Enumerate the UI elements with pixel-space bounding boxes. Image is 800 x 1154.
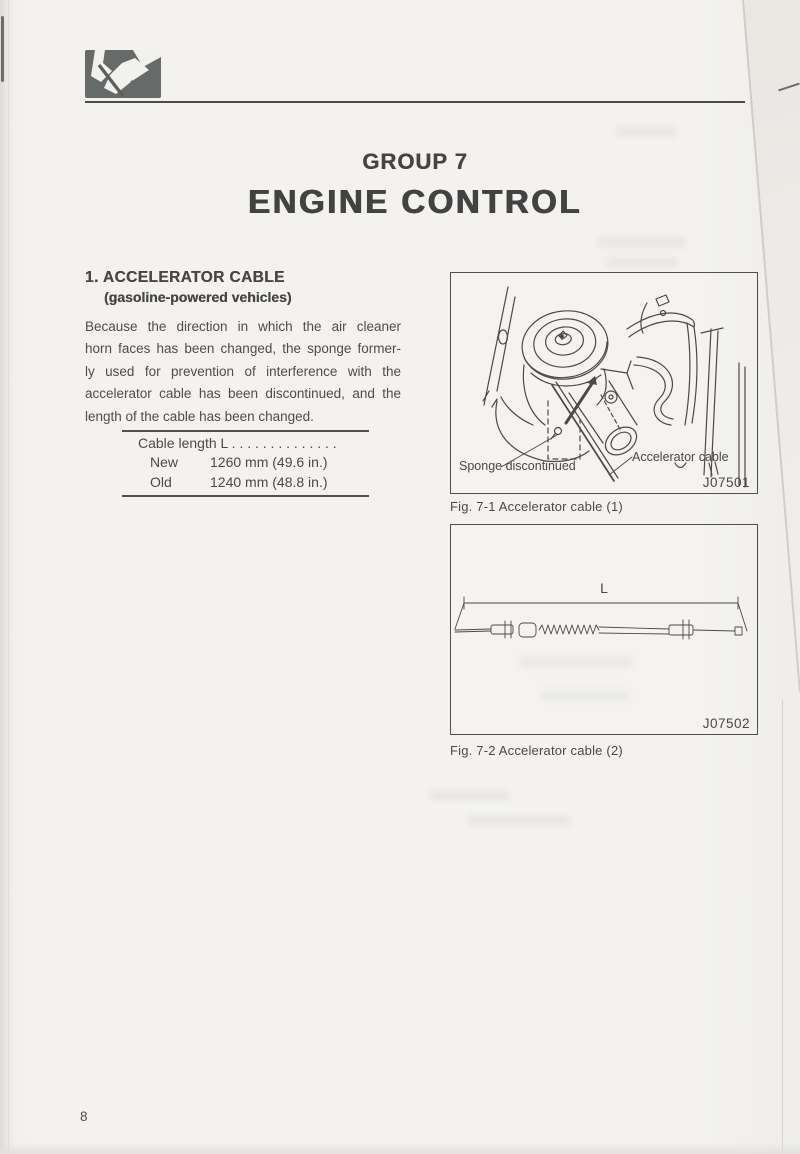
figure-1-code: J07501	[702, 475, 750, 490]
group-heading: GROUP 7	[362, 149, 468, 174]
page-number: 8	[80, 1109, 88, 1124]
label-sponge-discontinued: Sponge discontinued	[459, 459, 576, 473]
page-title: ENGINE CONTROL	[248, 183, 582, 220]
ghost-text-artifact	[430, 790, 510, 801]
section-heading: 1. ACCELERATOR CABLE	[85, 269, 285, 286]
body-line: ly used for prevention of interference with the	[85, 363, 401, 379]
table-row	[122, 453, 369, 473]
fender-panel-drawing	[483, 287, 515, 407]
binding-hairline	[8, 0, 9, 1154]
body-paragraph	[85, 316, 401, 428]
page-edge-line	[782, 700, 783, 1154]
binding-hairline	[3, 90, 4, 1090]
binding-mark	[1, 16, 4, 82]
label-accelerator-cable: Accelerator cable	[632, 450, 729, 464]
figure-2-code: J07502	[702, 716, 750, 731]
figure-7-2-frame	[450, 524, 758, 735]
ghost-text-artifact	[606, 257, 678, 267]
hoses-drawing	[627, 313, 697, 425]
cable-length-table	[122, 430, 369, 497]
ghost-text-artifact	[615, 126, 677, 137]
ghost-text-artifact	[598, 236, 686, 248]
air-cleaner-housing-drawing	[496, 365, 606, 462]
body-line: accelerator cable has been discontinued, and the	[85, 386, 401, 402]
accelerator-pedal-icon	[85, 50, 161, 98]
figure-2-caption: Fig. 7-2 Accelerator cable (2)	[450, 743, 623, 758]
table-header: Cable length L . . . . . . . . . . . . . .	[138, 435, 337, 451]
row-value: 1260 mm (49.6 in.)	[210, 454, 328, 470]
air-cleaner-drawing	[518, 306, 612, 384]
row-label: New	[150, 454, 179, 470]
body-line: length of the cable has been changed.	[85, 408, 314, 424]
body-line: Because the direction in which the air cleaner	[85, 319, 401, 334]
row-label: Old	[150, 473, 172, 490]
bottom-edge-shadow	[0, 1142, 800, 1154]
row-value: 1240 mm (48.8 in.)	[210, 473, 328, 490]
figure-7-2-illustration	[451, 525, 754, 731]
ghost-text-artifact	[468, 815, 570, 826]
throttle-linkage-drawing	[601, 295, 669, 403]
dimension-label: L	[600, 580, 608, 596]
figure-7-1-frame	[450, 272, 758, 494]
header-rule	[85, 101, 745, 103]
figure-1-caption: Fig. 7-1 Accelerator cable (1)	[450, 499, 623, 514]
dimension-line	[455, 597, 747, 631]
section-subheading: (gasoline-powered vehicles)	[104, 289, 292, 305]
body-line: horn faces has been changed, the sponge former-	[85, 341, 401, 357]
cable-drawing	[455, 620, 742, 639]
table-row	[122, 473, 369, 493]
